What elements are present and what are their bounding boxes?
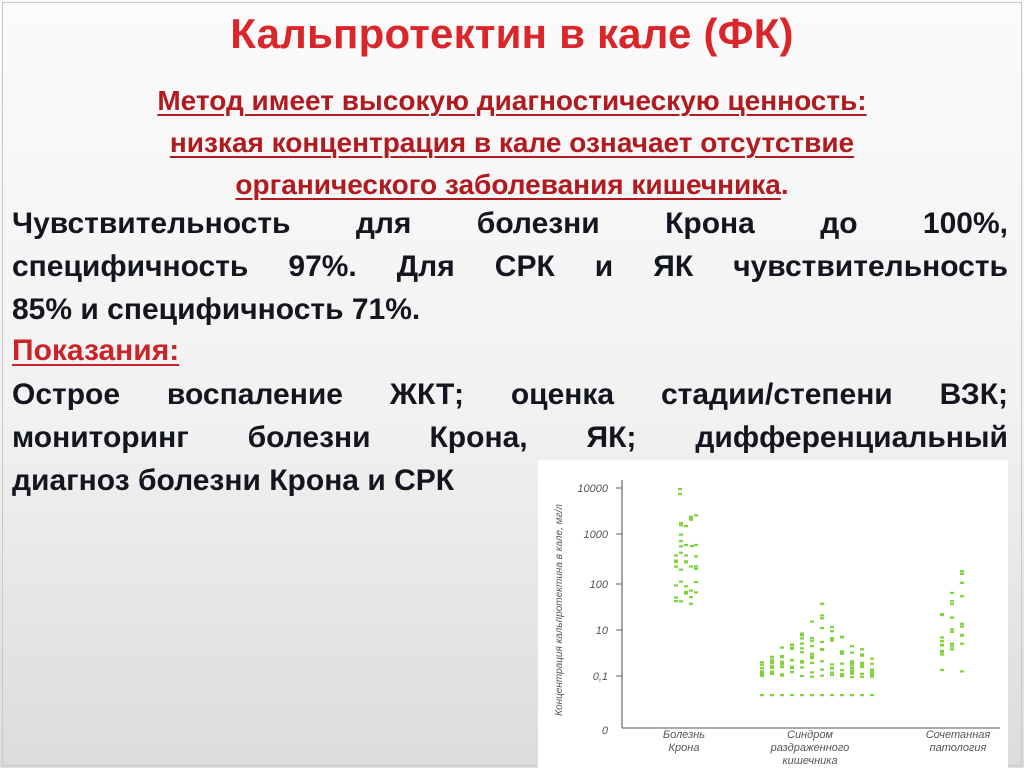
data-point-ibs	[800, 642, 804, 644]
data-point-ibs	[820, 614, 824, 616]
data-point-ibs	[780, 694, 784, 696]
data-point-ibs	[870, 658, 874, 660]
subtitle-line-2: низкая концентрация в кале означает отсутствие	[169, 127, 855, 158]
data-point-ibs	[780, 666, 784, 668]
data-point-ibs	[840, 650, 844, 652]
data-point-ibs	[870, 675, 874, 677]
data-point-ibs	[840, 669, 844, 671]
data-point-combined	[950, 592, 954, 594]
data-point-ibs	[790, 643, 794, 645]
subtitle-line-1: Метод имеет высокую диагностическую ценность:	[157, 85, 867, 116]
data-point-combined	[960, 595, 964, 597]
slide-title: Кальпротектин в кале (ФК)	[230, 10, 794, 57]
data-point-ibs	[770, 661, 774, 663]
data-point-combined	[950, 631, 954, 633]
y-axis-title: Концентрация кальпротектина в кале, мг/л	[554, 504, 565, 716]
data-point-crohn	[679, 524, 683, 526]
data-point-ibs	[810, 637, 814, 639]
data-point-ibs	[780, 675, 784, 677]
data-point-ibs	[860, 662, 864, 664]
data-point-crohn	[674, 566, 678, 568]
data-point-ibs	[810, 653, 814, 655]
data-point-combined	[950, 643, 954, 645]
indications-heading: Показания:	[12, 334, 180, 367]
data-point-ibs	[800, 647, 804, 649]
data-point-crohn	[674, 554, 678, 556]
data-point-crohn	[694, 544, 698, 546]
indications-line-1: Острое воспаление ЖКТ; оценка стадии/степени ВЗК;	[12, 378, 1008, 411]
data-point-ibs	[780, 662, 784, 664]
data-point-ibs	[800, 637, 804, 639]
data-point-crohn	[694, 514, 698, 516]
data-point-ibs	[790, 666, 794, 668]
data-point-ibs	[830, 626, 834, 628]
data-point-ibs	[850, 652, 854, 654]
data-point-ibs	[760, 661, 764, 663]
data-point-ibs	[870, 672, 874, 674]
data-point-crohn	[679, 534, 683, 536]
data-point-crohn	[678, 488, 682, 490]
y-tick-label: 1000	[583, 529, 608, 541]
data-point-combined	[950, 600, 954, 602]
data-point-ibs	[860, 655, 864, 657]
data-point-ibs	[870, 663, 874, 665]
data-point-ibs	[810, 694, 814, 696]
data-point-crohn	[694, 591, 698, 593]
data-point-ibs	[830, 638, 834, 640]
data-point-crohn	[684, 544, 688, 546]
data-point-combined	[940, 644, 944, 646]
data-point-combined	[940, 614, 944, 616]
data-point-ibs	[830, 667, 834, 669]
data-point-combined	[940, 653, 944, 655]
data-point-ibs	[800, 666, 804, 668]
data-point-ibs	[820, 660, 824, 662]
data-point-crohn	[679, 522, 683, 524]
data-point-ibs	[870, 694, 874, 696]
data-point-crohn	[694, 568, 698, 570]
data-point-ibs	[790, 659, 794, 661]
data-point-ibs	[770, 671, 774, 673]
data-point-combined	[940, 669, 944, 671]
category-label: Крона	[668, 742, 700, 754]
data-point-ibs	[820, 648, 824, 650]
category-label: раздраженного	[770, 742, 850, 754]
slide-subtitle	[40, 80, 984, 206]
data-point-crohn	[684, 525, 688, 527]
data-point-crohn	[689, 517, 693, 519]
data-point-ibs	[760, 675, 764, 677]
category-label: патология	[929, 742, 987, 754]
data-point-combined	[960, 623, 964, 625]
subtitle-end: .	[780, 169, 789, 200]
data-point-ibs	[810, 676, 814, 678]
data-point-crohn	[674, 560, 678, 562]
data-point-ibs	[790, 694, 794, 696]
data-point-ibs	[860, 673, 864, 675]
data-point-ibs	[780, 656, 784, 658]
data-point-ibs	[800, 694, 804, 696]
data-point-crohn	[689, 596, 693, 598]
data-point-crohn	[674, 597, 678, 599]
data-point-ibs	[770, 659, 774, 661]
sensitivity-line-2: специфичность 97%. Для СРК и ЯК чувствительность	[12, 250, 1008, 283]
data-point-ibs	[790, 671, 794, 673]
data-point-ibs	[860, 666, 864, 668]
data-point-crohn	[684, 554, 688, 556]
data-point-ibs	[830, 663, 834, 665]
data-point-combined	[950, 603, 954, 605]
data-point-crohn	[679, 581, 683, 583]
data-point-crohn	[679, 540, 683, 542]
data-point-combined	[960, 634, 964, 636]
data-point-ibs	[800, 660, 804, 662]
sensitivity-line-3: 85% и специфичность 71%.	[12, 293, 421, 326]
data-point-ibs	[850, 673, 854, 675]
data-point-combined	[940, 640, 944, 642]
data-point-combined	[950, 628, 954, 630]
data-point-ibs	[840, 673, 844, 675]
data-point-crohn	[689, 565, 693, 567]
data-point-ibs	[820, 669, 824, 671]
data-point-ibs	[850, 670, 854, 672]
data-point-ibs	[820, 694, 824, 696]
data-point-crohn	[674, 600, 678, 602]
data-point-ibs	[760, 667, 764, 669]
data-point-combined	[960, 670, 964, 672]
data-point-crohn	[678, 493, 682, 495]
data-point-ibs	[800, 675, 804, 677]
data-point-crohn	[690, 545, 694, 547]
data-point-ibs	[850, 660, 854, 662]
data-point-ibs	[810, 621, 814, 623]
data-point-ibs	[760, 672, 764, 674]
data-point-ibs	[810, 657, 814, 659]
category-label: Синдром	[787, 729, 833, 741]
data-point-ibs	[860, 694, 864, 696]
data-point-crohn	[694, 555, 698, 557]
data-point-crohn	[689, 590, 693, 592]
data-point-ibs	[860, 648, 864, 650]
data-point-crohn	[694, 565, 698, 567]
data-point-ibs	[770, 656, 774, 658]
data-point-combined	[960, 582, 964, 584]
data-point-ibs	[800, 651, 804, 653]
data-point-ibs	[770, 666, 774, 668]
data-point-crohn	[684, 561, 688, 563]
data-point-ibs	[830, 671, 834, 673]
data-point-combined	[950, 616, 954, 618]
data-point-ibs	[820, 641, 824, 643]
data-point-ibs	[820, 603, 824, 605]
data-point-ibs	[820, 627, 824, 629]
data-point-crohn	[679, 600, 683, 602]
data-point-ibs	[810, 640, 814, 642]
sensitivity-paragraph	[12, 202, 1008, 331]
data-point-ibs	[830, 640, 834, 642]
subtitle-line-3: органического заболевания кишечника	[235, 169, 781, 200]
data-point-combined	[950, 648, 954, 650]
data-point-ibs	[780, 647, 784, 649]
data-point-ibs	[860, 676, 864, 678]
data-point-crohn	[679, 552, 683, 554]
category-label: Сочетанная	[925, 729, 991, 741]
data-point-ibs	[800, 634, 804, 636]
data-point-combined	[960, 570, 964, 572]
data-point-ibs	[830, 630, 834, 632]
category-label: Болезнь	[662, 729, 706, 741]
data-point-ibs	[810, 662, 814, 664]
y-tick-label: 0,1	[592, 671, 608, 683]
data-point-ibs	[850, 667, 854, 669]
data-point-ibs	[840, 636, 844, 638]
data-point-ibs	[830, 674, 834, 676]
data-point-ibs	[840, 694, 844, 696]
y-tick-label: 100	[589, 579, 608, 591]
data-point-crohn	[689, 603, 693, 605]
data-point-ibs	[810, 671, 814, 673]
data-point-ibs	[820, 675, 824, 677]
data-point-crohn	[694, 581, 698, 583]
indications-line-2: мониторинг болезни Крона, ЯК; дифференциальный	[12, 421, 1008, 454]
y-tick-label: 10	[595, 625, 608, 637]
data-point-ibs	[770, 673, 774, 675]
data-point-ibs	[870, 670, 874, 672]
chart-svg	[538, 460, 1008, 768]
category-label: кишечника	[782, 755, 838, 767]
data-point-crohn	[679, 569, 683, 571]
data-point-ibs	[850, 645, 854, 647]
data-point-ibs	[760, 694, 764, 696]
data-point-combined	[940, 636, 944, 638]
y-tick-label: 10000	[577, 483, 608, 495]
data-point-combined	[960, 573, 964, 575]
data-point-combined	[960, 643, 964, 645]
calprotectin-chart	[538, 460, 1008, 768]
indications-line-3: диагноз болезни Крона и СРК	[12, 464, 455, 497]
data-point-ibs	[820, 617, 824, 619]
data-point-ibs	[810, 645, 814, 647]
data-point-ibs	[850, 694, 854, 696]
data-point-combined	[950, 645, 954, 647]
data-point-ibs	[850, 664, 854, 666]
data-point-crohn	[679, 545, 683, 547]
data-point-ibs	[770, 694, 774, 696]
data-point-ibs	[850, 676, 854, 678]
data-point-combined	[960, 625, 964, 627]
data-point-ibs	[840, 653, 844, 655]
data-point-crohn	[684, 585, 688, 587]
data-point-ibs	[840, 663, 844, 665]
data-point-crohn	[684, 591, 688, 593]
data-point-combined	[940, 651, 944, 653]
data-point-crohn	[674, 584, 678, 586]
y-tick-label: 0	[601, 725, 608, 737]
data-point-ibs	[830, 694, 834, 696]
data-point-ibs	[760, 664, 764, 666]
data-point-ibs	[790, 647, 794, 649]
sensitivity-line-1: Чувствительность для болезни Крона до 100%,	[12, 207, 1008, 240]
